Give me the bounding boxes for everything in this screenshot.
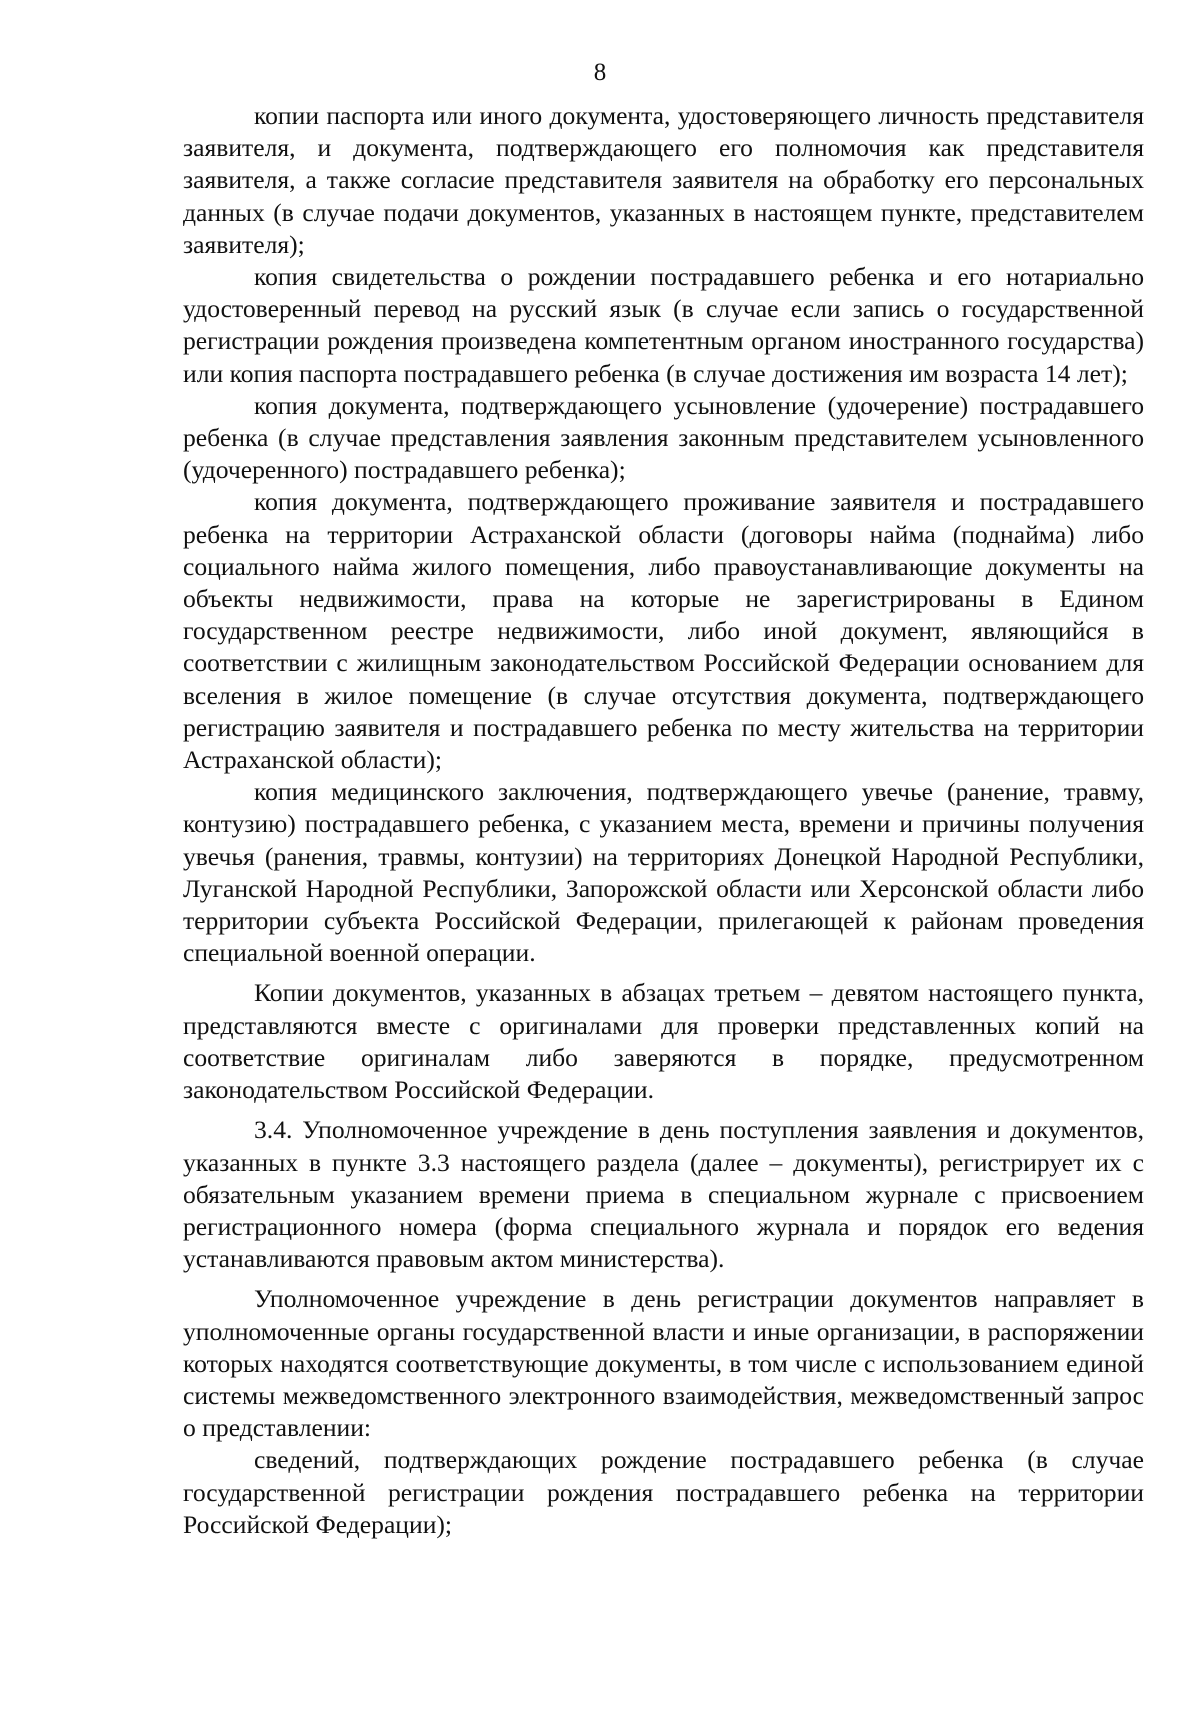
- document-body: [183, 100, 1144, 1541]
- paragraph-birth-certificate: копия свидетельства о рождении пострадавшего ребенка и его нотариально удостоверенный перевод на русский язык (в случае если запись о государственной регистрации рождения произведена компетентным органом иностранного государства) или копия паспорта пострадавшего ребенка (в случае достижения им возраста 14 лет);: [183, 262, 1144, 388]
- page-number: 8: [593, 59, 607, 86]
- paragraph-copies-originals: Копии документов, указанных в абзацах третьем – девятом настоящего пункта, представляются вместе с оригиналами для проверки представленных копий на соответствие оригиналам либо заверяются в порядке, предусмотренном законодательством Российской Федерации.: [183, 978, 1144, 1105]
- paragraph-representative-passport: копии паспорта или иного документа, удостоверяющего личность представителя заявителя, и документа, подтверждающего его полномочия как представителя заявителя, а также согласие представителя заявителя на обработку его персональных данных (в случае подачи документов, указанных в настоящем пункте, представителем заявителя);: [183, 101, 1144, 259]
- paragraph-birth-information: сведений, подтверждающих рождение пострадавшего ребенка (в случае государственной регистрации рождения пострадавшего ребенка на территории Российской Федерации);: [183, 1445, 1144, 1539]
- paragraph-medical-conclusion: копия медицинского заключения, подтверждающего увечье (ранение, травму, контузию) пострадавшего ребенка, с указанием места, времени и причины получения увечья (ранения, травмы, контузии) на территориях Донецкой Народной Республики, Луганской Народной Республики, Запорожской области или Херсонской области либо территории субъекта Российской Федерации, прилегающей к районам проведения специальной военной операции.: [183, 777, 1144, 968]
- paragraph-adoption-document: копия документа, подтверждающего усыновление (удочерение) пострадавшего ребенка (в случае представления заявления законным представителем усыновленного (удочеренного) пострадавшего ребенка);: [183, 390, 1144, 485]
- paragraph-residence-document: копия документа, подтверждающего проживание заявителя и пострадавшего ребенка на территории Астраханской области (договоры найма (поднайма) либо социального найма жилого помещения, либо правоустанавливающие документы на объекты недвижимости, права на которые не зарегистрированы в Едином государственном реестре недвижимости, либо иной документ, являющийся в соответствии с жилищным законодательством Российской Федерации основанием для вселения в жилое помещение (в случае отсутствия документа, подтверждающего регистрацию заявителя и пострадавшего ребенка по месту жительства на территории Астраханской области);: [183, 487, 1144, 775]
- paragraph-section-3-4: 3.4. Уполномоченное учреждение в день поступления заявления и документов, указанных в пункте 3.3 настоящего раздела (далее – документы), регистрирует их с обязательным указанием времени приема в специальном журнале с присвоением регистрационного номера (форма специального журнала и порядок его ведения устанавливаются правовым актом министерства).: [183, 1115, 1144, 1274]
- paragraph-interagency-request: Уполномоченное учреждение в день регистрации документов направляет в уполномоченные органы государственной власти и иные организации, в распоряжении которых находятся соответствующие документы, в том числе с использованием единой системы межведомственного электронного взаимодействия, межведомственный запрос о представлении:: [183, 1284, 1144, 1443]
